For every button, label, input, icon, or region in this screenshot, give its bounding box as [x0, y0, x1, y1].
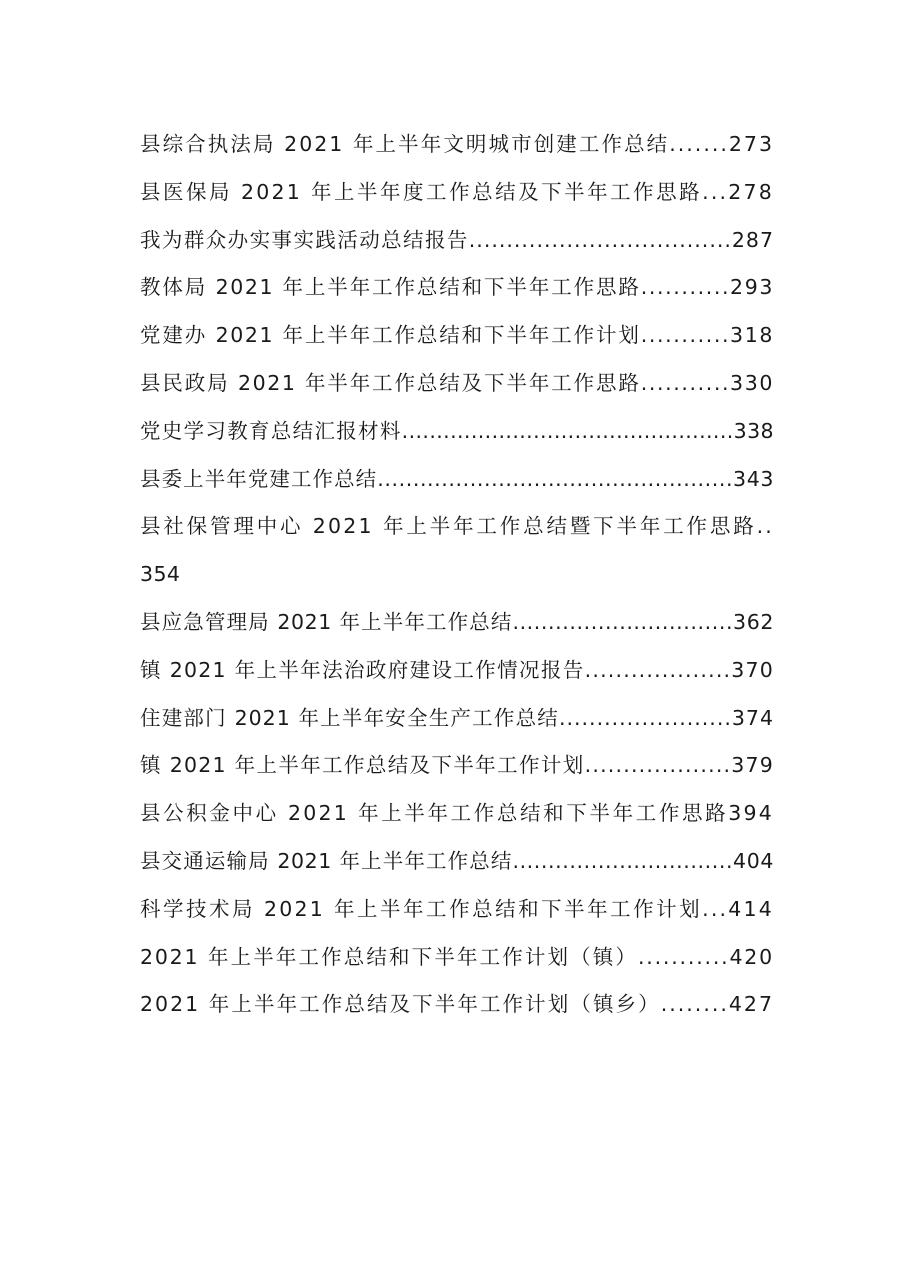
toc-entry	[140, 742, 774, 790]
toc-entry	[140, 790, 774, 838]
toc-entry-text: 镇 2021 年上半年法治政府建设工作情况报告...................370	[140, 657, 774, 682]
toc-entry-text: 县社保管理中心 2021 年上半年工作总结暨下半年工作思路..	[140, 514, 774, 539]
toc-entry-text: 县综合执法局 2021 年上半年文明城市创建工作总结.......273	[140, 132, 774, 156]
toc-entry-text: 县委上半年党建工作总结..................................................343	[140, 466, 774, 491]
toc-entry-text: 科学技术局 2021 年上半年工作总结和下半年工作计划...414	[140, 896, 774, 921]
toc-entry-text: 县医保局 2021 年上半年度工作总结及下半年工作思路...278	[140, 179, 774, 204]
toc-entry-text: 县应急管理局 2021 年上半年工作总结...............................362	[140, 609, 774, 634]
toc-entry-text: 党史学习教育总结汇报材料................................................338	[140, 418, 774, 443]
toc-entry-text: 教体局 2021 年上半年工作总结和下半年工作思路...........293	[140, 275, 774, 300]
toc-entry-text: 2021 年上半年工作总结及下半年工作计划（镇乡）........427	[140, 992, 774, 1017]
toc-entry	[140, 503, 774, 551]
toc-entry	[140, 169, 774, 217]
toc-entry	[140, 886, 774, 934]
toc-entry	[140, 599, 774, 647]
toc-entry	[140, 647, 774, 695]
toc-entry	[140, 217, 774, 265]
toc-entry-page-continuation	[140, 551, 774, 599]
toc-entry	[140, 695, 774, 743]
toc-entry	[140, 312, 774, 360]
toc-entry-text: 县交通运输局 2021 年上半年工作总结...............................404	[140, 848, 774, 873]
toc-entry	[140, 360, 774, 408]
toc-entry	[140, 838, 774, 886]
toc-entry	[140, 121, 774, 169]
toc-entry-text: 县公积金中心 2021 年上半年工作总结和下半年工作思路394	[140, 801, 774, 826]
toc-entry-text: 2021 年上半年工作总结和下半年工作计划（镇）...........420	[140, 944, 774, 969]
toc-entry	[140, 934, 774, 982]
toc-entry-text: 住建部门 2021 年上半年安全生产工作总结.......................374	[140, 705, 774, 730]
toc-entry-text: 镇 2021 年上半年工作总结及下半年工作计划...................379	[140, 753, 774, 778]
toc-entry	[140, 408, 774, 456]
toc-entry-text: 县民政局 2021 年半年工作总结及下半年工作思路...........330	[140, 370, 774, 395]
toc-entry	[140, 981, 774, 1029]
table-of-contents	[140, 121, 774, 1029]
toc-entry-text: 354	[140, 562, 181, 587]
toc-entry	[140, 264, 774, 312]
toc-entry-text: 党建办 2021 年上半年工作总结和下半年工作计划...........318	[140, 323, 774, 348]
toc-entry	[140, 456, 774, 504]
toc-entry-text: 我为群众办实事实践活动总结报告...................................287	[140, 227, 774, 252]
